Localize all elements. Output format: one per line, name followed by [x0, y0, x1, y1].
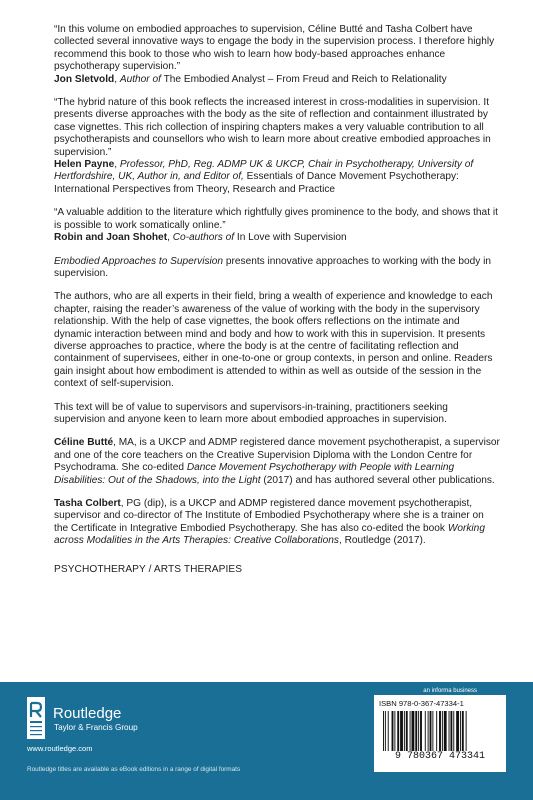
isbn-number: ISBN 978-0-367-47334-1 [379, 699, 464, 708]
barcode-bar [383, 711, 384, 751]
informa-tagline: an informa business [423, 688, 477, 694]
bio-book-title: Dance Movement Psychotherapy with People with Learning Disabilities: Out of the Shadows, into the Light [54, 462, 455, 486]
endorsement-quote: “A valuable addition to the literature which rightfully gives prominence to the body, and shows that it is possible to work somatically online.” [54, 207, 498, 231]
barcode-bar [450, 711, 452, 751]
barcode-bar [453, 711, 454, 751]
barcode-bar [385, 711, 386, 751]
endorsement-attribution: Robin and Joan Shohet, Co-authors of In Love with Supervision [54, 232, 347, 244]
endorser-book: Essentials of Dance Movement Psychotherapy: International Perspectives from Theory, Research and Practice [54, 171, 459, 195]
barcode-bar [456, 711, 459, 751]
book-title: Embodied Approaches to Supervision [54, 255, 224, 267]
endorsement-3 [54, 207, 500, 244]
endorser-role: Professor, PhD, Reg. ADMP UK & UKCP, Chair in Psychotherapy, University of Hertfordshire, UK, Author in, and Editor of, [54, 159, 474, 183]
barcode-bar [397, 711, 399, 751]
publisher-name: Routledge [53, 705, 122, 722]
barcode-bar [439, 711, 441, 751]
endorsement-quote: “The hybrid nature of this book reflects the increased interest in cross-modalities in supervision. It presents diverse approaches with the body as the site of reflection and containment illustrated by case vignettes. This rich collection of inspiring chapters makes a very valuable contribution to all psychotherapists and counsellors who wish to learn more about creative embodied approaches in supervision.” [54, 97, 491, 158]
subject-category: PSYCHOTHERAPY / ARTS THERAPIES [54, 563, 243, 575]
endorser-book: In Love with Supervision [236, 232, 347, 244]
endorsement-2 [54, 97, 500, 196]
barcode-bar [412, 711, 415, 751]
back-cover-text [54, 24, 500, 586]
endorser-role: Author of [119, 73, 161, 85]
bio-tasha-colbert: Tasha Colbert, PG (dip), is a UKCP and ADMP registered dance movement psychotherapist, supervisor and co-director of The Institute of Embodied Psychotherapy where she is a trainer on the Certificate in Integrative Embodied Psychotherapy. She has also co-edited the book Working across Modalities in the Arts Therapies: Creative Collaborations, Routledge (2017). [54, 498, 485, 547]
barcode-bar [425, 711, 426, 751]
description-paragraph: The authors, who are all experts in their field, bring a wealth of experience and knowledge to each chapter, raising the reader’s awareness of the value of working with the body in the supervisory relationship. With the help of case vignettes, the book offers reflections on the intimate and dynamic interaction between mind and body and how to work with this in supervision. It presents diverse approaches to practice, where the body is at the centre of facilitating reflection and containment of supervisees, either in one-to-one or group contexts, in person and online. Readers gain insight about how embodiment is attended to within as well as outside of the session in the context of self-supervision. [54, 291, 493, 390]
endorser-name: Helen Payne [54, 159, 115, 171]
publisher-url[interactable]: www.routledge.com [27, 744, 93, 753]
barcode-bar [436, 711, 437, 751]
routledge-logo-icon [27, 697, 45, 739]
barcode-icon [381, 711, 499, 751]
barcode-bar [462, 711, 464, 751]
bio-name: Tasha Colbert [54, 498, 121, 509]
barcode-bar [449, 711, 450, 751]
barcode-bar [432, 711, 433, 751]
barcode-bar [420, 711, 422, 751]
barcode-bar [442, 711, 443, 751]
endorsement-attribution: Jon Sletvold, Author of The Embodied Analyst – From Freud and Reich to Relationality [54, 73, 447, 85]
barcode-bar [428, 711, 429, 751]
endorsement-quote: “In this volume on embodied approaches to supervision, Céline Butté and Tasha Colbert have collected several innovative ways to engage the body in the supervision process. I therefore highly recommend this book to those who wish to learn how body-based approaches enhance psychotherapy supervision.” [54, 24, 495, 73]
endorsement-1 [54, 24, 500, 86]
bio-name: Céline Butté [54, 437, 114, 449]
barcode-bar [444, 711, 447, 751]
endorser-book: The Embodied Analyst – From Freud and Reich to Relationality [163, 73, 447, 85]
barcode-bar [430, 711, 432, 751]
ean-digits: 9 780367 473341 [394, 751, 485, 762]
barcode-bar [406, 711, 408, 751]
barcode-bar [415, 711, 417, 751]
barcode-bar [404, 711, 405, 751]
description-intro [54, 256, 500, 281]
barcode-bar [388, 711, 389, 751]
barcode-bar [400, 711, 403, 751]
description-intro-text: presents innovative approaches to working with the body in supervision. [54, 255, 491, 279]
barcode-bar [460, 711, 461, 751]
barcode-bar [466, 711, 467, 751]
bio-celine-butte: Céline Butté, MA, is a UKCP and ADMP registered dance movement psychotherapist, a supervisor and one of the core teachers on the Creative Supervision Diploma with the London Centre for Psychodrama. She co-edited Dance Movement Psychotherapy with People with Learning Disabilities: Out of the Shadows, into the Light (2017) and has authored several other publications. [54, 437, 500, 486]
barcode-bar [392, 711, 394, 751]
endorser-role: Co-authors of [172, 232, 235, 244]
audience-paragraph: This text will be of value to supervisors and supervisors-in-training, practitioners seeking supervision and anyone keen to learn more about embodied approaches in supervision. [54, 401, 448, 425]
isbn-barcode [374, 695, 506, 772]
endorsement-attribution: Helen Payne, Professor, PhD, Reg. ADMP UK & UKCP, Chair in Psychotherapy, University of Hertfordshire, UK, Author in, and Editor of, Essentials of Dance Movement Psychotherapy: International Perspectives from Theory, Research and Practice [54, 159, 474, 195]
ebook-note: Routledge titles are available as eBook editions in a range of digital formats [27, 766, 241, 773]
barcode-bar [394, 711, 395, 751]
endorser-name: Robin and Joan Shohet [54, 232, 168, 244]
routledge-logo [27, 697, 45, 739]
barcode-bar [418, 711, 419, 751]
endorser-name: Jon Sletvold [54, 73, 115, 85]
barcode-bar [410, 711, 411, 751]
bio-book-title: Working across Modalities in the Arts Therapies: Creative Collaborations [54, 522, 485, 547]
publisher-group: Taylor & Francis Group [54, 723, 138, 732]
